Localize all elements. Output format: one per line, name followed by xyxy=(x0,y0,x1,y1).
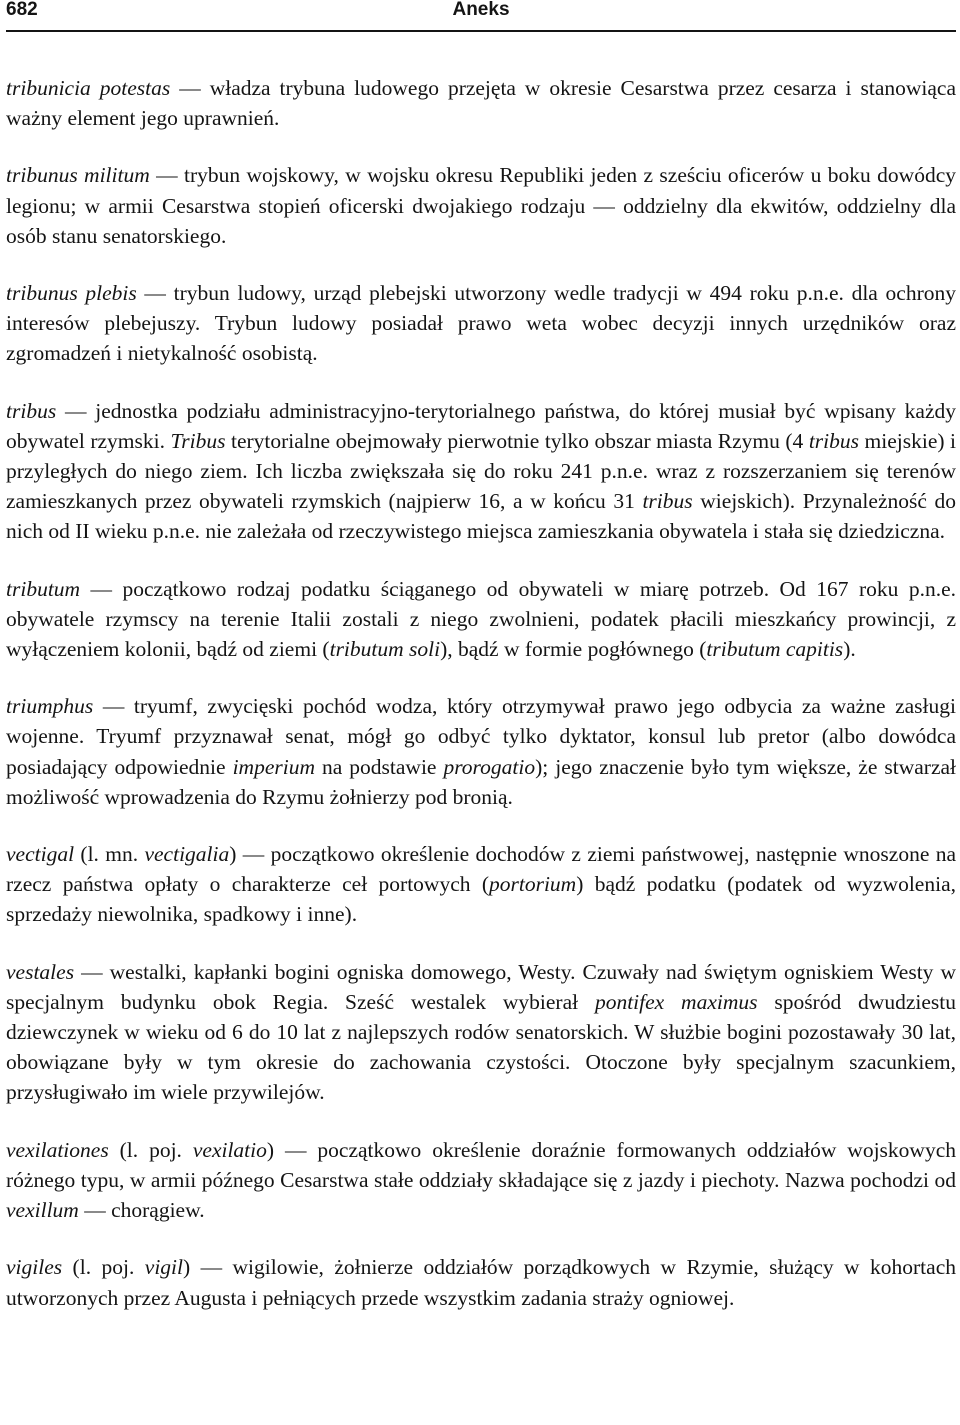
entry-text: (l. poj. xyxy=(62,1255,145,1280)
entry-text: — chorągiew. xyxy=(78,1198,205,1223)
entry-text: ) — wigilowie, żołnierze oddziałów porządkowych w Rzymie, służący w kohortach utworzonych przez Augusta i pełniących przede wszystkim zadania straży ogniowej. xyxy=(6,1255,956,1310)
glossary-entry xyxy=(6,1252,956,1312)
entry-italic-text: prorogatio xyxy=(443,754,536,779)
entry-italic-text: pontifex maximus xyxy=(594,989,758,1014)
entry-text: — trybun wojskowy, w wojsku okresu Republiki jeden z sześciu oficerów u boku dowódcy legionu; w armii Cesarstwa stopień oficerski dwojakiego rodzaju — oddzielny dla ekwitów, oddzielny dla osób stanu senatorskiego. xyxy=(6,163,956,248)
entry-text: spośród dwudziestu dziewczynek w wieku od 6 do 10 lat z najlepszych rodów senatorskich. W służbie bogini pozostawały 30 lat, obowiązane były w tym okresie do zachowania czystości. Otoczone były specjalnym szacunkiem, przysługiwało im wiele przywilejów. xyxy=(6,989,956,1105)
entry-italic-text: Tribus xyxy=(170,428,226,453)
entry-text: — trybun ludowy, urząd plebejski utworzony wedle tradycji w 494 roku p.n.e. dla ochrony interesów plebejuszy. Trybun ludowy posiadał prawo weta wobec decyzji innych urzędników oraz zgromadzeń i nietykalność osobistą. xyxy=(6,281,956,366)
glossary-entry xyxy=(6,839,956,930)
entry-term: vexilationes xyxy=(6,1137,109,1162)
glossary-entry xyxy=(6,73,956,133)
entry-italic-text: imperium xyxy=(232,754,315,779)
entry-term: tribus xyxy=(6,398,57,423)
entry-term: vigiles xyxy=(6,1255,63,1280)
entry-italic-text: vexilatio xyxy=(192,1137,267,1162)
entry-text: wiejskich). Przynależność do nich od II wieku p.n.e. nie zależała od rzeczywistego miejsca zamieszkania obywatela i stała się dziedziczna. xyxy=(6,489,956,544)
glossary-entry xyxy=(6,396,956,547)
entry-italic-text: portorium xyxy=(489,872,577,897)
entry-term: vestales xyxy=(6,959,75,984)
glossary-entry xyxy=(6,160,956,251)
entry-term: triumphus xyxy=(6,694,94,719)
entry-term: tribunus militum xyxy=(6,163,150,188)
entry-text: (l. poj. xyxy=(108,1137,193,1162)
entry-italic-text: tributum capitis xyxy=(706,637,844,662)
entry-text: terytorialne obejmowały pierwotnie tylko obszar miasta Rzymu (4 xyxy=(225,428,809,453)
entry-italic-text: tributum soli xyxy=(329,637,441,662)
entry-italic-text: vectigalia xyxy=(144,842,230,867)
entry-text: — władza trybuna ludowego przejęta w okresie Cesarstwa przez cesarza i stanowiąca ważny element jego uprawnień. xyxy=(6,76,956,131)
entry-text: — początkowo rodzaj podatku ściąganego od obywateli w miarę potrzeb. Od 167 roku p.n.e. obywatele rzymscy na terenie Italii zostali z niego zwolnieni, podatek płacili mieszkańcy prowincji, z wyłączeniem kolonii, bądź od ziemi ( xyxy=(6,576,956,662)
entry-text: ), bądź w formie pogłównego ( xyxy=(440,637,707,662)
entry-text: ) — początkowo określenie dochodów z ziemi państwowej, następnie wnoszone na rzecz państwa opłaty o charakterze ceł portowych ( xyxy=(6,842,956,897)
entry-italic-text: vexillum xyxy=(6,1198,79,1223)
entry-italic-text: vigil xyxy=(144,1255,183,1280)
entry-term: tribunus plebis xyxy=(6,281,137,306)
running-header xyxy=(6,0,956,32)
page-number: 682 xyxy=(6,0,38,20)
glossary-entry xyxy=(6,278,956,369)
entry-italic-text: tribus xyxy=(642,489,693,514)
entry-text: — tryumf, zwycięski pochód wodza, który otrzymywał prawo jego odbycia za ważne zasługi wojenne. Tryumf przyznawał senat, mógł go odbyć tylko dyktator, konsul lub pretor (albo dowódca posiadający odpowiednie xyxy=(6,694,956,779)
entry-italic-text: tribus xyxy=(808,428,860,453)
entry-text: ); jego znaczenie było tym większe, że stwarzał możliwość wprowadzenia do Rzymu żołnierzy pod bronią. xyxy=(6,754,957,809)
glossary-entry xyxy=(6,691,956,812)
entry-text: ). xyxy=(843,637,856,662)
glossary-entry xyxy=(6,957,956,1108)
glossary-entries xyxy=(6,73,956,1313)
entry-text: miejskie) i przyległych do niego ziem. Ich liczba zwiększała się do roku 241 p.n.e. wraz z rozszerzaniem się terenów zamieszkanych przez obywateli rzymskich (najpierw 16, a w końcu 31 xyxy=(6,428,957,514)
entry-term: vectigal xyxy=(6,842,75,867)
entry-text: — jednostka podziału administracyjno-terytorialnego państwa, do której musiał być wpisany każdy obywatel rzymski. xyxy=(6,398,956,453)
running-title: Aneks xyxy=(452,0,510,20)
entry-text: ) bądź podatku (podatek od wyzwolenia, sprzedaży niewolnika, spadkowy i inne). xyxy=(6,872,956,927)
entry-term: tributum xyxy=(6,576,81,601)
entry-text: — westalki, kapłanki bogini ogniska domowego, Westy. Czuwały nad świętym ogniskiem Westy w specjalnym budynku obok Regia. Sześć westalek wybierał xyxy=(6,959,956,1014)
glossary-entry xyxy=(6,1135,956,1226)
entry-text: na podstawie xyxy=(314,754,444,779)
entry-text: (l. mn. xyxy=(74,842,145,867)
entry-text: ) — początkowo określenie doraźnie formowanych oddziałów wojskowych różnego typu, w armii późnego Cesarstwa stałe oddziały składające się z jazdy i piechoty. Nazwa pochodzi od xyxy=(6,1137,956,1192)
glossary-entry xyxy=(6,574,956,665)
entry-term: tribunicia potestas xyxy=(6,76,171,100)
